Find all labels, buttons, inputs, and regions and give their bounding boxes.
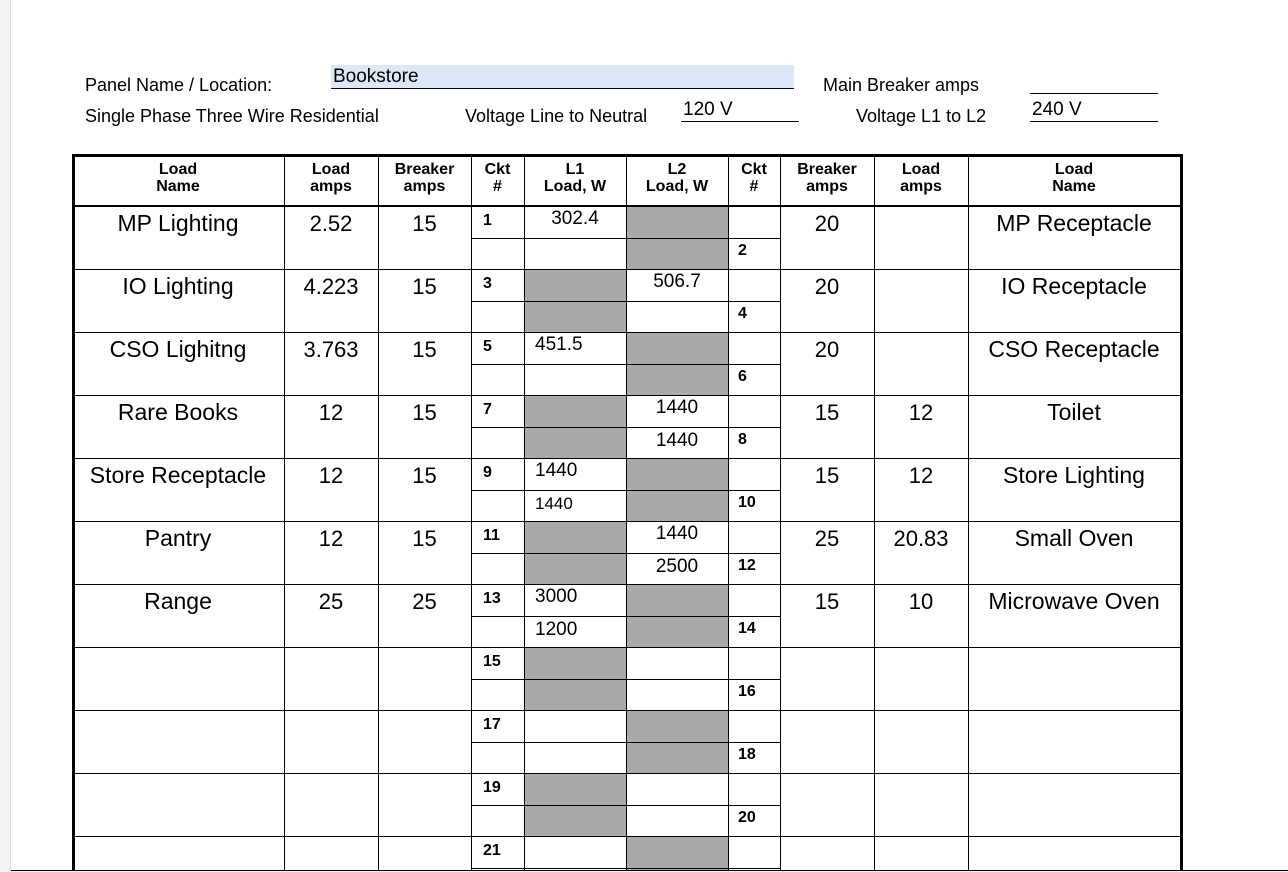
- l2-load-top[interactable]: 506.7: [653, 271, 701, 292]
- row-divider: [72, 458, 1182, 459]
- column-header-line: Ckt: [741, 161, 767, 178]
- right-load-name[interactable]: Store Lighting: [1003, 462, 1145, 488]
- panel-name-input[interactable]: [333, 66, 794, 88]
- circuit-number-even: 8: [738, 431, 747, 448]
- l1-load-top[interactable]: 1440: [535, 460, 578, 481]
- row-divider: [72, 836, 1182, 837]
- column-header-line: L2: [667, 161, 687, 178]
- right-load-name[interactable]: Toilet: [1047, 399, 1101, 425]
- column-header-line: Load: [311, 161, 351, 178]
- row-divider: [72, 395, 1182, 396]
- column-divider: [728, 154, 729, 871]
- circuit-number-odd: 3: [483, 275, 492, 292]
- circuit-number-even: 4: [738, 305, 747, 322]
- right-load-amps[interactable]: 12: [908, 463, 934, 488]
- column-header-left-breaker-amps: [378, 161, 471, 195]
- column-header-left-ckt: [471, 161, 524, 195]
- column-header-right-breaker-amps: [780, 161, 874, 195]
- circuit-number-even: 2: [738, 242, 747, 259]
- half-row-divider: [471, 805, 780, 806]
- left-load-name[interactable]: Range: [144, 588, 212, 614]
- system-type-label: Single Phase Three Wire Residential: [85, 106, 379, 126]
- header-bottom-border: [72, 205, 1182, 207]
- right-load-name[interactable]: Small Oven: [1014, 525, 1134, 551]
- right-load-amps[interactable]: 20.83: [893, 526, 949, 551]
- column-header-line: Load: [901, 161, 941, 178]
- right-breaker-amps[interactable]: 15: [814, 400, 840, 425]
- half-row-divider: [471, 427, 780, 428]
- column-header-line: #: [749, 178, 759, 195]
- half-row-divider: [471, 553, 780, 554]
- column-header-line: L1: [565, 161, 585, 178]
- half-row-divider: [471, 238, 780, 239]
- circuit-number-odd: 1: [483, 212, 492, 229]
- right-breaker-amps[interactable]: 15: [814, 589, 840, 614]
- column-divider: [378, 154, 379, 871]
- row-divider: [72, 584, 1182, 585]
- column-header-line: Load, W: [543, 178, 607, 195]
- left-load-amps[interactable]: 3.763: [303, 337, 359, 362]
- column-header-left-load-name: [72, 161, 284, 195]
- circuit-number-even: 14: [738, 620, 756, 637]
- row-divider: [72, 647, 1182, 648]
- column-header-line: amps: [806, 178, 848, 195]
- voltage-ll-field[interactable]: 240 V: [1030, 98, 1158, 122]
- table-top-border: [72, 154, 1182, 157]
- circuit-number-even: 16: [738, 683, 756, 700]
- left-load-amps[interactable]: 12: [318, 463, 344, 488]
- left-load-amps[interactable]: 25: [318, 589, 344, 614]
- right-breaker-amps[interactable]: 20: [814, 274, 840, 299]
- right-load-name[interactable]: Microwave Oven: [988, 588, 1160, 614]
- row-divider: [72, 332, 1182, 333]
- left-load-name[interactable]: Pantry: [144, 525, 212, 551]
- column-divider: [626, 154, 627, 871]
- left-breaker-amps[interactable]: 15: [412, 211, 437, 236]
- shaded-cell: [627, 837, 728, 871]
- right-load-amps[interactable]: 10: [908, 589, 934, 614]
- half-row-divider: [471, 616, 780, 617]
- l1-load-top[interactable]: 451.5: [535, 334, 583, 355]
- half-row-divider: [471, 490, 780, 491]
- column-divider: [471, 154, 472, 871]
- column-divider: [780, 154, 781, 871]
- column-divider: [284, 154, 285, 871]
- left-load-name[interactable]: Store Receptacle: [89, 462, 267, 488]
- column-header-l1: [524, 161, 626, 195]
- half-row-divider: [471, 364, 780, 365]
- circuit-number-odd: 5: [483, 338, 492, 355]
- column-header-line: #: [493, 178, 502, 195]
- column-header-line: Breaker: [797, 161, 857, 178]
- document-page: [10, 0, 1288, 871]
- half-row-divider: [471, 679, 780, 680]
- l2-load-top[interactable]: 1440: [655, 397, 699, 418]
- left-breaker-amps[interactable]: 15: [412, 400, 437, 425]
- column-header-line: Load, W: [645, 178, 709, 195]
- row-divider: [72, 521, 1182, 522]
- circuit-number-odd: 17: [483, 716, 501, 733]
- left-load-amps[interactable]: 4.223: [303, 274, 359, 299]
- left-load-amps[interactable]: 12: [318, 526, 344, 551]
- circuit-number-even: 12: [738, 557, 756, 574]
- column-header-line: amps: [900, 178, 942, 195]
- panel-name-field[interactable]: [331, 65, 794, 89]
- page-bottom-edge: [11, 870, 1288, 871]
- left-breaker-amps[interactable]: 15: [412, 463, 437, 488]
- left-load-amps[interactable]: 2.52: [309, 211, 353, 236]
- column-divider: [874, 154, 875, 871]
- circuit-number-odd: 11: [483, 527, 500, 544]
- main-breaker-label: Main Breaker amps: [823, 75, 980, 95]
- right-load-amps[interactable]: 12: [908, 400, 934, 425]
- panel-name-label: Panel Name / Location:: [85, 75, 273, 95]
- column-header-right-load-amps: [874, 161, 968, 195]
- left-load-amps[interactable]: 12: [318, 400, 344, 425]
- left-breaker-amps[interactable]: 15: [412, 337, 437, 362]
- main-breaker-field[interactable]: [1030, 70, 1158, 94]
- half-row-divider: [471, 301, 780, 302]
- circuit-number-odd: 21: [483, 842, 501, 859]
- right-breaker-amps[interactable]: 20: [814, 211, 840, 236]
- column-header-line: Name: [1052, 178, 1096, 195]
- voltage-ln-label: Voltage Line to Neutral: [465, 106, 648, 126]
- left-load-name[interactable]: MP Lighting: [117, 210, 239, 236]
- l1-load-top[interactable]: 3000: [535, 586, 578, 607]
- row-divider: [72, 773, 1182, 774]
- circuit-number-odd: 13: [483, 590, 501, 607]
- voltage-ln-field[interactable]: 120 V: [681, 98, 799, 122]
- half-row-divider: [471, 742, 780, 743]
- column-divider: [72, 154, 75, 871]
- row-divider: [72, 269, 1182, 270]
- left-load-name[interactable]: Rare Books: [117, 399, 239, 425]
- circuit-number-odd: 15: [483, 653, 501, 670]
- circuit-number-even: 20: [738, 809, 756, 826]
- right-breaker-amps[interactable]: 25: [814, 526, 840, 551]
- circuit-number-odd: 9: [483, 464, 492, 481]
- left-load-name[interactable]: IO Lighting: [122, 273, 234, 299]
- column-header-right-load-name: [968, 161, 1180, 195]
- circuit-number-even: 18: [738, 746, 756, 763]
- column-header-line: Load: [158, 161, 198, 178]
- right-load-name[interactable]: MP Receptacle: [996, 210, 1152, 236]
- left-breaker-amps[interactable]: 25: [412, 589, 437, 614]
- half-row-divider: [471, 868, 780, 869]
- column-divider: [1180, 154, 1183, 871]
- circuit-number-even: 6: [738, 368, 747, 385]
- l2-load-bottom[interactable]: 2500: [655, 556, 699, 577]
- l1-load-bottom[interactable]: 1440: [535, 494, 573, 513]
- column-divider: [968, 154, 969, 871]
- right-breaker-amps[interactable]: 15: [814, 463, 840, 488]
- right-breaker-amps[interactable]: 20: [814, 337, 840, 362]
- column-header-right-ckt: [728, 161, 780, 195]
- column-header-line: Load: [1054, 161, 1094, 178]
- left-breaker-amps[interactable]: 15: [412, 526, 437, 551]
- column-header-l2: [626, 161, 728, 195]
- column-header-line: amps: [403, 178, 446, 195]
- left-breaker-amps[interactable]: 15: [412, 274, 437, 299]
- column-header-line: Breaker: [394, 161, 455, 178]
- column-divider: [524, 154, 525, 871]
- l1-load-bottom[interactable]: 1200: [535, 619, 578, 640]
- circuit-number-odd: 7: [483, 401, 492, 418]
- row-divider: [72, 710, 1182, 711]
- l1-load-top[interactable]: 302.4: [551, 208, 599, 229]
- column-header-line: Ckt: [484, 161, 511, 178]
- l2-load-top[interactable]: 1440: [655, 523, 699, 544]
- right-load-name[interactable]: IO Receptacle: [1001, 273, 1147, 299]
- circuit-number-odd: 19: [483, 779, 501, 796]
- left-load-name[interactable]: CSO Lighitng: [109, 336, 247, 362]
- column-header-line: Name: [156, 178, 200, 195]
- column-header-left-load-amps: [284, 161, 378, 195]
- column-header-line: amps: [310, 178, 352, 195]
- l2-load-bottom[interactable]: 1440: [655, 430, 699, 451]
- right-load-name[interactable]: CSO Receptacle: [988, 336, 1160, 362]
- voltage-ll-label: Voltage L1 to L2: [856, 106, 987, 126]
- circuit-number-even: 10: [738, 494, 756, 511]
